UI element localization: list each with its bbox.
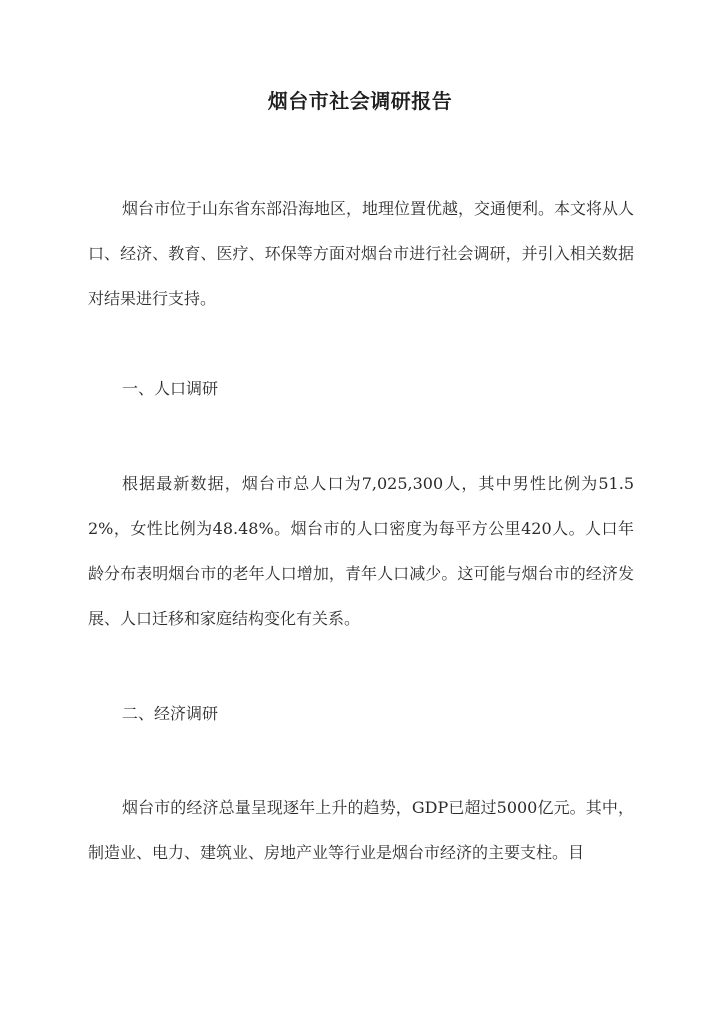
population-paragraph: 根据最新数据，烟台市总人口为7,025,300人，其中男性比例为51.52%，女性比例为48.48%。烟台市的人口密度为每平方公里420人。人口年龄分布表明烟台市的老年人口增加，青年人口减少。这可能与烟台市的经济发展、人口迁移和家庭结构变化有关系。 — [88, 474, 634, 628]
document-title: 烟台市社会调研报告 — [267, 89, 453, 113]
intro-paragraph: 烟台市位于山东省东部沿海地区，地理位置优越，交通便利。本文将从人口、经济、教育、医疗、环保等方面对烟台市进行社会调研，并引入相关数据对结果进行支持。 — [88, 199, 635, 308]
economy-paragraph: 烟台市的经济总量呈现逐年上升的趋势，GDP已超过5000亿元。其中，制造业、电力、建筑业、房地产业等行业是烟台市经济的主要支柱。目 — [88, 798, 634, 862]
section-heading-population: 一、人口调研 — [122, 379, 219, 398]
section-heading-economy: 二、经济调研 — [122, 704, 219, 723]
